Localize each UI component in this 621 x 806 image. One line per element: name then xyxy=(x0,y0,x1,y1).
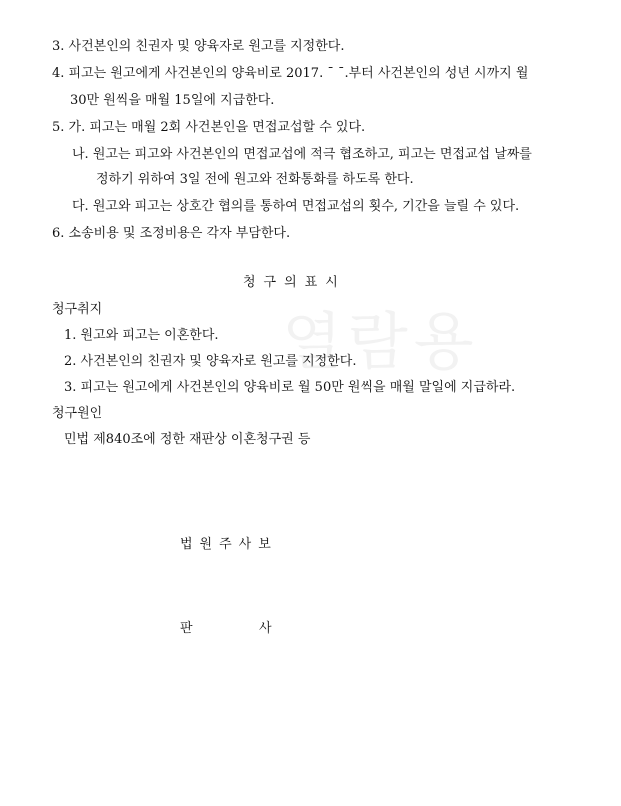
order-item-6: 6. 소송비용 및 조정비용은 각자 부담한다. xyxy=(52,226,291,241)
judge-title-left: 판 xyxy=(180,621,193,636)
order-item-5-ga: 5. 가. 피고는 매월 2회 사건본인을 면접교섭할 수 있다. xyxy=(52,120,366,135)
court-officer-title: 법원주사보 xyxy=(180,537,278,552)
order-item-5-da: 다. 원고와 피고는 상호간 협의를 통하여 면접교섭의 횟수, 기간을 늘릴 수 있다. xyxy=(72,199,520,214)
order-item-4-line1: 4. 피고는 원고에게 사건본인의 양육비로 2017. ˉ ˉ.부터 사건본인의 성년 시까지 월 xyxy=(52,66,529,81)
order-item-4-line2: 30만 원씩을 매월 15일에 지급한다. xyxy=(70,93,275,108)
order-item-5-na-line1: 나. 원고는 피고와 사건본인의 면접교섭에 적극 협조하고, 피고는 면접교섭 날짜를 xyxy=(72,147,532,162)
claims-purpose-item-1: 1. 원고와 피고는 이혼한다. xyxy=(64,328,219,343)
claims-cause-text: 민법 제840조에 정한 재판상 이혼청구권 등 xyxy=(64,432,311,447)
claims-heading: 청구의표시 xyxy=(243,275,346,290)
claims-purpose-label: 청구취지 xyxy=(52,302,103,317)
claims-cause-label: 청구원인 xyxy=(52,406,103,421)
judge-title-right: 사 xyxy=(259,621,272,636)
claims-purpose-item-3: 3. 피고는 원고에게 사건본인의 양육비로 월 50만 원씩을 매월 말일에 지급하라. xyxy=(64,380,516,395)
order-item-3: 3. 사건본인의 친권자 및 양육자로 원고를 지정한다. xyxy=(52,39,345,54)
claims-purpose-item-2: 2. 사건본인의 친권자 및 양육자로 원고를 지정한다. xyxy=(64,354,357,369)
order-item-5-na-line2: 정하기 위하여 3일 전에 원고와 전화통화를 하도록 한다. xyxy=(96,172,414,187)
watermark: 열람용 xyxy=(282,305,480,378)
